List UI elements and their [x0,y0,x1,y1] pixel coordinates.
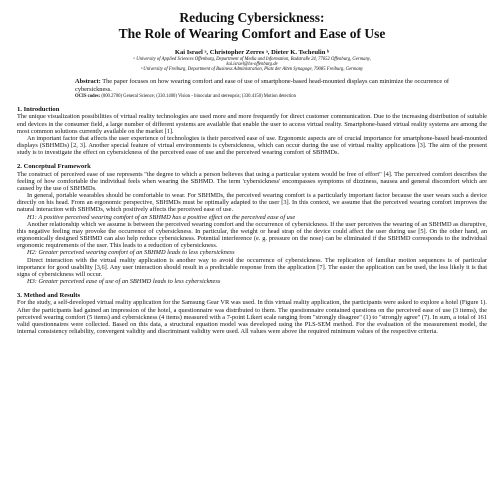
abstract-text: The paper focuses on how wearing comfort and ease of use of smartphone-based head-mounted displays can minimize the occurrence of cybersickness. [75,78,450,93]
section-conceptual-framework [17,163,487,285]
section-heading: 2. Conceptual Framework [17,163,91,171]
ocis-label: OCIS codes: [75,93,101,99]
ocis-text: (000.2700) General Science; (330.1400) Vision - binocular and stereopsis; (330.4150) Motion detection [100,93,296,99]
section-heading: 1. Introduction [17,106,60,114]
paragraph: The unique visualization possibilities of virtual reality technologies are used more and more frequently for direct customer communication. Due to the increasing distribution of suitable end devices in the consumer field, a large number of different systems are available that enable the user to access virtual reality. Smartphone-based virtual reality systems are among the most common solutions currently available on the market [1]. [17,113,487,135]
section-heading: 3. Method and Results [17,292,81,300]
abstract [75,78,461,92]
section-introduction [17,106,487,156]
author-list: Kai Israel ᵃ, Christopher Zerres ᵃ, Dieter K. Tscheulin ᵇ [174,49,330,56]
paragraph: For the study, a self-developed virtual reality application for the Samsung Gear VR was used. In this virtual reality application, the participants were asked to explore a hotel (Figure 1). After the participants had gained an impression of the hotel, a questionnaire was distributed to them. The questionnaire contained questions on the perceived ease of use (3 items), the perceived wearing comfort (5 items) and cybersickness (4 items) measured with a 7-point Likert scale ranging from "strongly disagree" (1) to "strongly agree" (7). In sum, a total of 161 valid questionnaires were collected. Based on this data, a structural equation model was developed using the PLS-SEM method. For the evaluation of the measurement model, the internal consistency reliability, convergent validity and discriminant validity were used. All values were above the required minimum values of the respective criteria. [17,299,487,336]
paragraph: An important factor that affects the user experience of technologies is their perceived ease of use. Ergonomic aspects are of crucial importance for smartphone-based head-mounted displays (SBHMDs) [2, 3]. Another special feature of virtual environments is cybersickness, which can occur during the use of virtual reality applications [3]. The aim of the present study is to investigate the effect on cybersickness of the perceived ease of use and the perceived wearing comfort of SBHMDs. [17,134,487,157]
paragraph: The construct of perceived ease of use represents "the degree to which a person believes that using a particular system would be free of effort" [4]. The perceived comfort describes the feeling of how comfortable the individual feels when wearing the SBHMD. The term 'cybersickness' encompasses symptoms of dizziness, nausea and general discomfort which are caused by the use of SBHMDs. [17,170,487,192]
section-method-results [17,292,487,335]
affiliation-a: ᵃ University of Applied Sciences Offenburg, Department of Media and Information, Badstraße 24, 77652 Offenburg, Germany, [133,56,371,62]
paragraph: In general, portable wearables should be comfortable to wear. For SBHMDs, the perceived wearing comfort is a particularly important factor because the user wears such a device directly on his head. From an ergonomic perspective, SBHMDs must be optimally adapted to the user [3]. In this context, we assume that the perceived wearing comfort improves the natural interaction with SBHMDs, which positively affects the perceived ease of use. [17,192,487,214]
title-line-1: Reducing Cybersickness: [179,10,325,25]
hypothesis-h3: H3: Greater perceived ease of use of an SBHMD leads to less cybersickness [27,277,221,285]
abstract-label: Abstract: [75,78,101,86]
paper-title [17,10,487,42]
ocis-codes [75,94,461,99]
affiliation-b: ᵇ University of Freiburg, Department of Business Administration, Platz der Alten Synagoge, 79085 Freiburg, Germany [140,67,364,73]
paragraph: Direct interaction with the virtual reality application is another way to avoid the occurrence of cybersickness. The replication of familiar motion sequences is of particular importance for good usability [3,6]. Any user interaction should result in a predictable response from the application [7]. The easier the application can be used, the less likely it is that signs of cybersickness will occur. [17,256,487,278]
paragraph: Another relationship which we assume is between the perceived wearing comfort and the occurrence of cybersickness. If the user perceives the wearing of an SBHMD as disruptive, this negative feeling may provoke the occurrence of cybersickness. In particular, the weight or head strap of the device could affect the user during use [5]. On the other hand, an ergonomically designed SBHMD can also help reduce cybersickness. Potential interference (e. g. pressure on the nose) can be eliminated if the SBHMD corresponds to the individual ergonomic requirements of the user. This leads to a reduction of cybersickness. [17,220,487,250]
affiliation-email: kai.israel@hs-offenburg.de [226,61,278,67]
title-line-2: The Role of Wearing Comfort and Ease of Use [118,26,386,41]
hypothesis-h2: H2: Greater perceived wearing comfort of an SBHMD leads to less cybersickness [27,249,235,257]
hypothesis-h1: H1: A positive perceived wearing comfort of an SBHMD has a positive effect on the perceived ease of use [27,213,296,221]
